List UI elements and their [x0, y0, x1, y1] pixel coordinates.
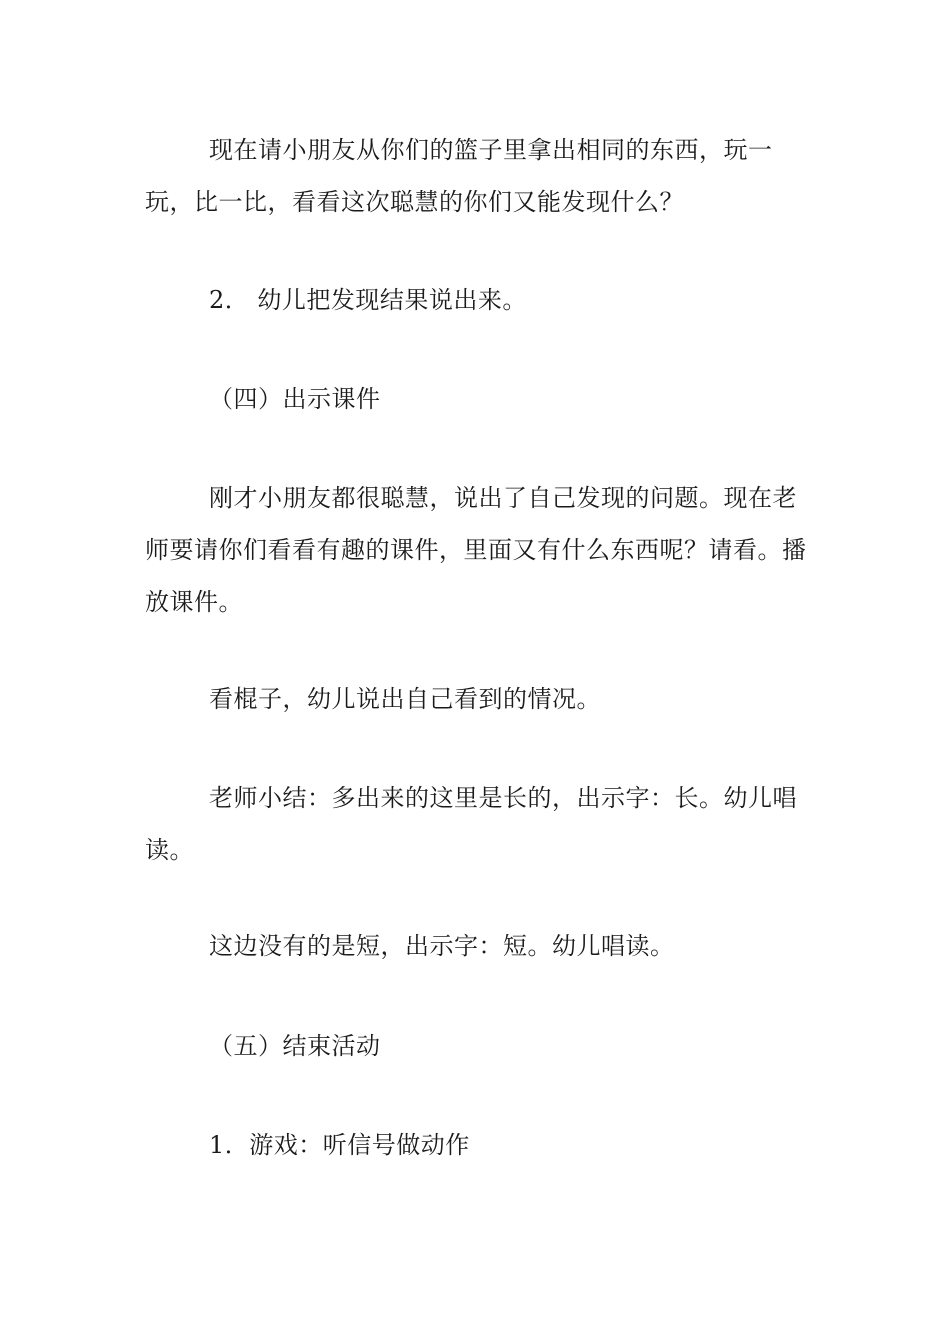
section-heading-4: （四）出示课件	[209, 385, 381, 413]
paragraph-short-word: 这边没有的是短，出示字：短。幼儿唱读。	[209, 932, 675, 960]
paragraph-step-2: 2． 幼儿把发现结果说出来。	[209, 286, 527, 314]
section-heading-5: （五）结束活动	[209, 1032, 381, 1060]
paragraph-instruction: 现在请小朋友从你们的篮子里拿出相同的东西，玩一玩，比一比，看看这次聪慧的你们又能发现什么？	[145, 136, 773, 216]
paragraph-courseware-intro: 刚才小朋友都很聪慧，说出了自己发现的问题。现在老师要请你们看看有趣的课件，里面又有什么东西呢？请看。播放课件。	[145, 484, 807, 616]
paragraph-teacher-summary: 老师小结：多出来的这里是长的，出示字：长。幼儿唱读。	[145, 784, 797, 864]
paragraph-stick-observation: 看棍子，幼儿说出自己看到的情况。	[209, 685, 601, 713]
paragraph-game: 1．游戏：听信号做动作	[209, 1131, 470, 1159]
